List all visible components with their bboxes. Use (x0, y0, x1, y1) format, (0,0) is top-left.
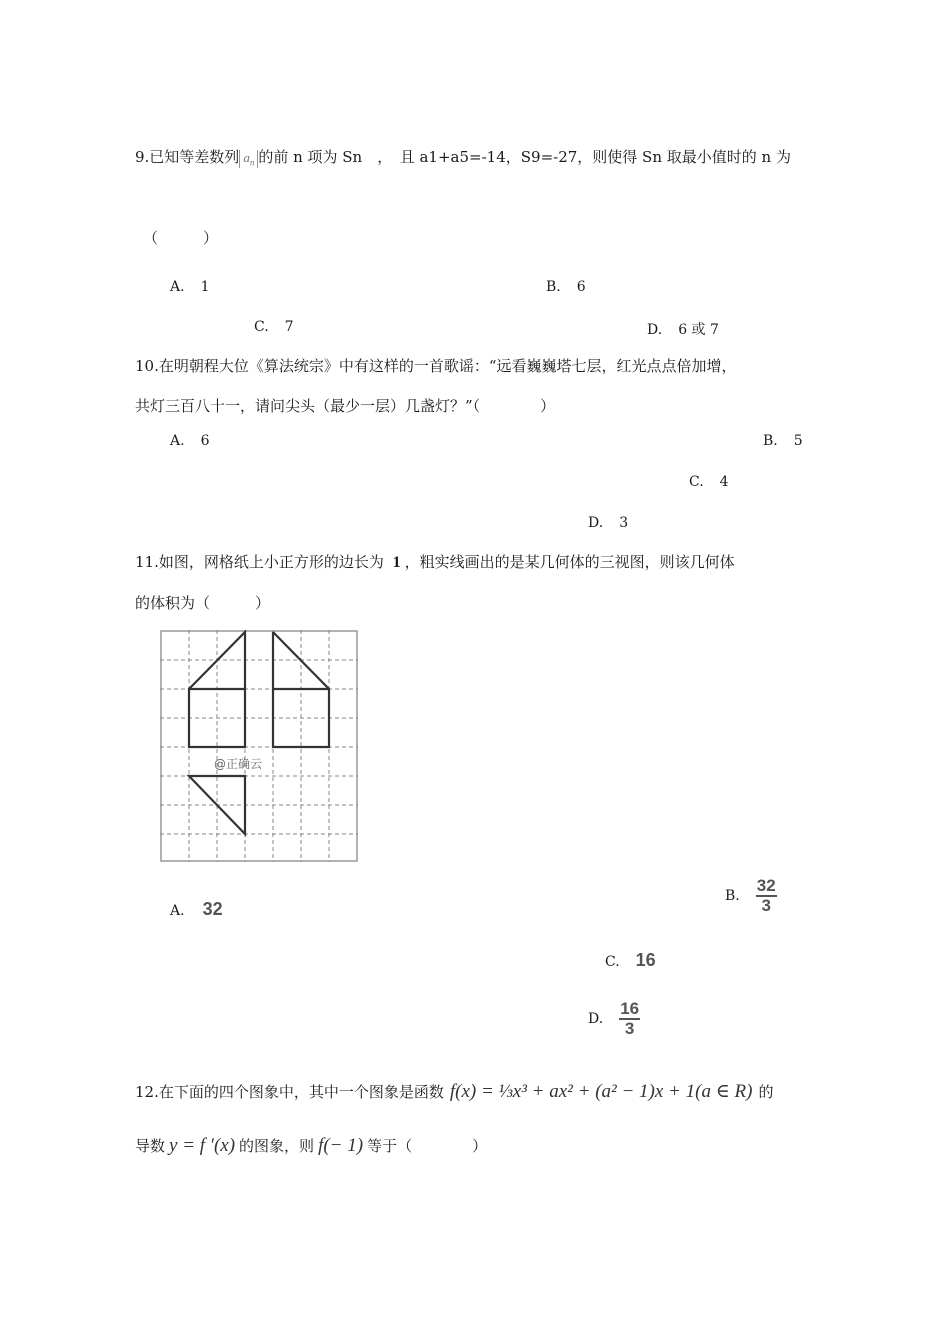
q11-option-d: D. $\frac{16}{3}$ (588, 999, 640, 1038)
watermark: @正确云 (214, 757, 263, 771)
q9-option-b: B. 6 (546, 279, 586, 295)
q11-option-c: C. 16 (605, 950, 656, 970)
fraction-16-3: $\frac{16}{3}$ (620, 999, 640, 1038)
q11-line2: 的体积为（ ） (135, 594, 271, 612)
q12-line1: 12.在下面的四个图象中，其中一个图象是函数 f(x) = ⅓x³ + ax² + (a² − 1)x + 1(a ∈ R) 的 (135, 1081, 774, 1102)
derivative-formula: y = f ′(x) (169, 1135, 236, 1156)
q9-sequence-symbol: $a_n$ (239, 150, 258, 168)
q9-option-a: A. 1 (170, 279, 210, 295)
fraction-32-3: $\frac{32}{3}$ (756, 876, 776, 915)
q10-option-a: A. 6 (170, 433, 210, 449)
q11-option-b: B. $\frac{32}{3}$ (725, 876, 776, 915)
q9-stem (135, 146, 791, 168)
three-view-grid (160, 630, 358, 862)
q10-line1: 10.在明朝程大位《算法统宗》中有这样的一首歌谣：“远看巍巍塔七层，红光点点倍加增， (135, 357, 737, 375)
q10-line2: 共灯三百八十一，请问尖头（最少一层）几盏灯？”（ ） (135, 397, 556, 415)
q9-paren: （ ） (143, 229, 219, 247)
q9-prefix: 9.已知等差数列 (135, 148, 240, 166)
q10-option-c: C. 4 (689, 474, 729, 490)
q11-side-length: 1 (392, 554, 401, 571)
three-view-figure (160, 630, 358, 862)
q11-line1: 11.如图，网格纸上小正方形的边长为 1 ，粗实线画出的是某几何体的三视图，则该几何体 (135, 553, 735, 571)
q9-middle: 的前 n 项为 Sn ， 且 a1+a5=-14，S9=-27，则使得 Sn 取最小值时的 n 为 (258, 148, 791, 166)
q10-option-b: B. 5 (763, 433, 803, 449)
q9-option-d: D. 6 或 7 (647, 322, 719, 338)
q12-line2: 导数 y = f ′(x) 的图象，则 f(− 1) 等于（ ） (135, 1135, 488, 1156)
value-expression: f(− 1) (318, 1135, 364, 1156)
function-formula: f(x) = ⅓x³ + ax² + (a² − 1)x + 1(a ∈ R) (449, 1081, 753, 1102)
q9-option-c: C. 7 (254, 319, 294, 335)
q11-option-a: A. 32 (170, 899, 223, 919)
q10-option-d: D. 3 (588, 515, 629, 531)
